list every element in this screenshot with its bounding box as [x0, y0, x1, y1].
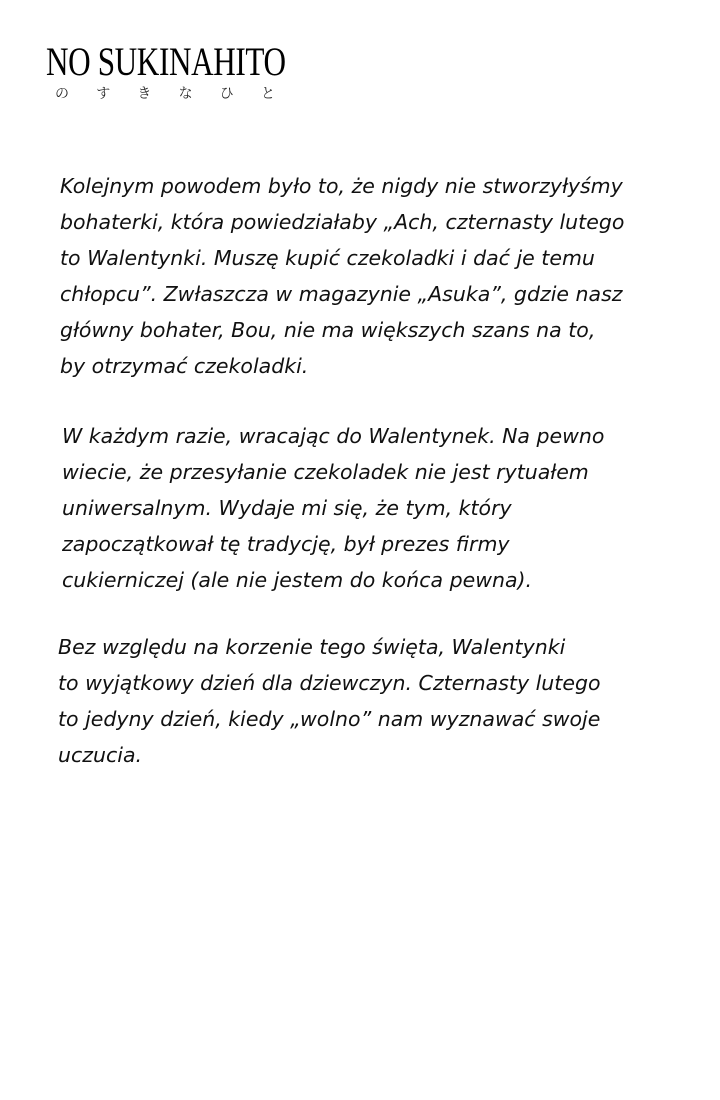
text-line: to wyjątkowy dzień dla dziewczyn. Czternasty lutego — [58, 671, 601, 695]
kana-char: ひ — [219, 86, 234, 102]
text-line: cukierniczej (ale nie jestem do końca pewna). — [62, 568, 533, 592]
text-line: uczucia. — [58, 743, 143, 767]
text-line: główny bohater, Bou, nie ma większych szans na to, — [60, 318, 596, 342]
text-line: uniwersalnym. Wydaje mi się, że tym, który — [62, 496, 512, 520]
paragraph-3 — [58, 629, 601, 773]
text-line: zapoczątkował tę tradycję, był prezes firmy — [62, 532, 510, 556]
text-line: by otrzymać czekoladki. — [60, 354, 309, 378]
text-line: to jedyny dzień, kiedy „wolno” nam wyznawać swoje — [58, 707, 601, 731]
paragraph-2 — [62, 418, 604, 598]
kana-char: と — [260, 86, 275, 102]
text-line: Kolejnym powodem było to, że nigdy nie stworzyłyśmy — [60, 174, 623, 198]
text-line: chłopcu”. Zwłaszcza w magazynie „Asuka”, gdzie nasz — [60, 282, 623, 306]
kana-char: す — [96, 86, 111, 102]
kana-char: の — [55, 86, 69, 102]
series-title-kana — [50, 86, 280, 102]
text-line: bohaterki, która powiedziałaby „Ach, czternasty lutego — [60, 210, 625, 234]
text-line: to Walentynki. Muszę kupić czekoladki i dać je temu — [60, 246, 595, 270]
paragraph-1 — [60, 168, 624, 384]
text-line: W każdym razie, wracając do Walentynek. Na pewno — [62, 424, 605, 448]
series-title: NO SUKINAHITO — [46, 39, 286, 84]
page-header — [46, 39, 353, 102]
text-line: wiecie, że przesyłanie czekoladek nie jest rytuałem — [62, 460, 589, 484]
kana-char: き — [137, 86, 152, 102]
text-line: Bez względu na korzenie tego święta, Walentynki — [58, 635, 566, 659]
kana-char: な — [178, 86, 193, 102]
